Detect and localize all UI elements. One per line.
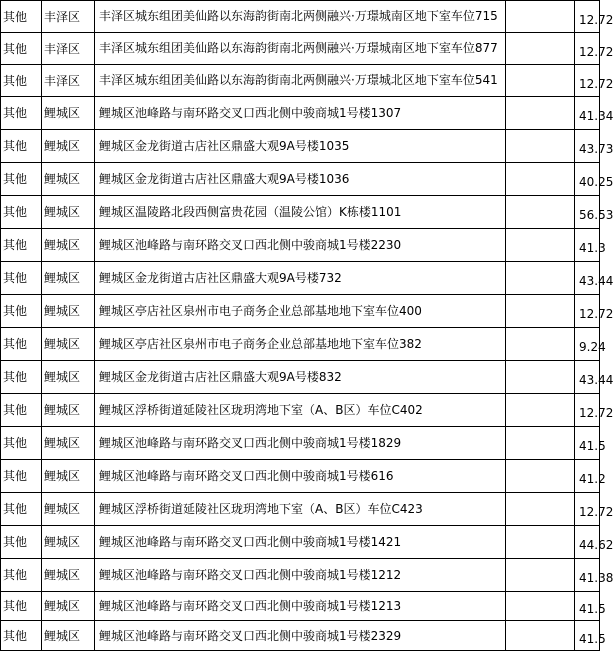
area-text: 41.5 — [579, 439, 606, 453]
area-cell — [575, 427, 606, 460]
district-text: 鲤城区 — [44, 172, 81, 186]
empty-cell — [506, 427, 575, 460]
district-cell — [42, 493, 95, 526]
empty-cell — [506, 592, 575, 621]
address-cell — [95, 65, 506, 97]
area-text: 56.53 — [579, 208, 613, 222]
address-cell — [95, 295, 506, 328]
empty-cell — [506, 559, 575, 592]
district-cell — [42, 97, 95, 130]
district-text: 鲤城区 — [44, 304, 81, 318]
address-text: 鲤城区浮桥街道延陵社区珑玥湾地下室（A、B区）车位C402 — [99, 403, 423, 417]
address-cell — [95, 621, 506, 651]
address-cell — [95, 361, 506, 394]
area-text: 12.72 — [579, 12, 613, 27]
type-cell — [1, 526, 42, 559]
area-cell — [575, 163, 613, 196]
address-text: 鲤城区金龙街道古店社区鼎盛大观9A号楼732 — [99, 271, 342, 285]
type-cell — [1, 460, 42, 493]
type-cell — [1, 621, 42, 651]
address-text: 鲤城区池峰路与南环路交叉口西北侧中骏商城1号楼2329 — [99, 628, 402, 643]
address-text: 鲤城区池峰路与南环路交叉口西北侧中骏商城1号楼1307 — [99, 106, 402, 120]
address-cell — [95, 394, 506, 427]
area-cell — [575, 394, 613, 427]
district-text: 鲤城区 — [44, 403, 81, 417]
district-text: 鲤城区 — [44, 628, 81, 643]
area-text: 41.5 — [579, 631, 606, 646]
district-text: 鲤城区 — [44, 469, 81, 483]
district-text: 鲤城区 — [44, 139, 81, 153]
table-row — [1, 97, 600, 130]
address-text: 鲤城区亭店社区泉州市电子商务企业总部基地地下室车位382 — [99, 337, 422, 351]
type-cell — [1, 361, 42, 394]
area-cell — [575, 460, 606, 493]
district-cell — [42, 621, 95, 651]
area-cell — [575, 1, 613, 33]
district-cell — [42, 1, 95, 33]
district-text: 丰泽区 — [44, 9, 81, 24]
type-cell — [1, 163, 42, 196]
empty-cell — [506, 621, 575, 651]
district-cell — [42, 460, 95, 493]
type-cell — [1, 229, 42, 262]
table-row — [1, 328, 600, 361]
area-text: 9.24 — [579, 340, 606, 354]
area-cell — [575, 526, 613, 559]
table-row — [1, 163, 600, 196]
district-text: 鲤城区 — [44, 535, 81, 549]
type-text: 其他 — [3, 337, 28, 351]
district-cell — [42, 361, 95, 394]
area-cell — [575, 33, 613, 65]
address-text: 丰泽区城东组团美仙路以东海韵街南北两侧融兴·万璟城南区地下室车位877 — [99, 40, 498, 55]
area-cell — [575, 621, 606, 651]
address-text: 鲤城区金龙街道古店社区鼎盛大观9A号楼1036 — [99, 172, 350, 186]
area-text: 44.62 — [579, 538, 613, 552]
table-row — [1, 526, 600, 559]
district-text: 鲤城区 — [44, 271, 81, 285]
empty-cell — [506, 130, 575, 163]
type-cell — [1, 427, 42, 460]
type-text: 其他 — [3, 73, 28, 88]
type-text: 其他 — [3, 9, 28, 24]
empty-cell — [506, 97, 575, 130]
table-row — [1, 460, 600, 493]
empty-cell — [506, 1, 575, 33]
district-cell — [42, 130, 95, 163]
district-text: 鲤城区 — [44, 370, 81, 384]
type-cell — [1, 97, 42, 130]
table-row — [1, 1, 600, 33]
address-cell — [95, 97, 506, 130]
type-cell — [1, 130, 42, 163]
type-text: 其他 — [3, 502, 28, 516]
area-cell — [575, 559, 613, 592]
empty-cell — [506, 493, 575, 526]
address-cell — [95, 163, 506, 196]
type-text: 其他 — [3, 41, 28, 56]
area-cell — [575, 295, 613, 328]
district-cell — [42, 559, 95, 592]
type-cell — [1, 65, 42, 97]
district-text: 丰泽区 — [44, 41, 81, 56]
address-cell — [95, 460, 506, 493]
area-cell — [575, 196, 613, 229]
table-row — [1, 621, 600, 651]
district-cell — [42, 33, 95, 65]
area-text: 12.72 — [579, 76, 613, 91]
type-cell — [1, 196, 42, 229]
area-text: 43.73 — [579, 142, 613, 156]
type-text: 其他 — [3, 469, 28, 483]
empty-cell — [506, 361, 575, 394]
type-cell — [1, 262, 42, 295]
type-cell — [1, 1, 42, 33]
table-row — [1, 361, 600, 394]
empty-cell — [506, 328, 575, 361]
empty-cell — [506, 460, 575, 493]
address-cell — [95, 592, 506, 621]
empty-cell — [506, 33, 575, 65]
district-text: 鲤城区 — [44, 436, 81, 450]
table-row — [1, 130, 600, 163]
district-text: 丰泽区 — [44, 73, 81, 88]
address-text: 鲤城区池峰路与南环路交叉口西北侧中骏商城1号楼1212 — [99, 568, 402, 582]
district-text: 鲤城区 — [44, 106, 81, 120]
empty-cell — [506, 229, 575, 262]
area-text: 41.2 — [579, 472, 606, 486]
district-cell — [42, 394, 95, 427]
type-cell — [1, 295, 42, 328]
address-text: 鲤城区浮桥街道延陵社区珑玥湾地下室（A、B区）车位C423 — [99, 502, 423, 516]
district-cell — [42, 427, 95, 460]
area-text: 41.38 — [579, 571, 613, 585]
address-cell — [95, 229, 506, 262]
table-row — [1, 33, 600, 65]
address-text: 鲤城区温陵路北段西侧富贵花园（温陵公馆）K栋楼1101 — [99, 205, 402, 219]
address-text: 鲤城区亭店社区泉州市电子商务企业总部基地地下室车位400 — [99, 304, 422, 318]
type-text: 其他 — [3, 568, 28, 582]
area-cell — [575, 130, 613, 163]
empty-cell — [506, 65, 575, 97]
type-cell — [1, 394, 42, 427]
type-text: 其他 — [3, 304, 28, 318]
area-text: 12.72 — [579, 406, 613, 420]
district-cell — [42, 592, 95, 621]
type-text: 其他 — [3, 436, 28, 450]
area-text: 41.34 — [579, 109, 613, 123]
area-text: 43.44 — [579, 373, 613, 387]
type-text: 其他 — [3, 172, 28, 186]
district-text: 鲤城区 — [44, 337, 81, 351]
type-text: 其他 — [3, 599, 28, 613]
type-text: 其他 — [3, 139, 28, 153]
district-text: 鲤城区 — [44, 205, 81, 219]
area-cell — [575, 65, 613, 97]
type-cell — [1, 493, 42, 526]
district-cell — [42, 262, 95, 295]
area-text: 41.5 — [579, 602, 606, 616]
district-cell — [42, 295, 95, 328]
address-cell — [95, 130, 506, 163]
table-row — [1, 592, 600, 621]
type-text: 其他 — [3, 370, 28, 384]
district-cell — [42, 196, 95, 229]
type-cell — [1, 559, 42, 592]
address-cell — [95, 328, 506, 361]
table-row — [1, 65, 600, 97]
table-row — [1, 262, 600, 295]
empty-cell — [506, 526, 575, 559]
address-text: 鲤城区池峰路与南环路交叉口西北侧中骏商城1号楼616 — [99, 469, 394, 483]
address-text: 鲤城区池峰路与南环路交叉口西北侧中骏商城1号楼1213 — [99, 599, 402, 613]
address-text: 丰泽区城东组团美仙路以东海韵街南北两侧融兴·万璟城北区地下室车位541 — [99, 72, 498, 87]
address-cell — [95, 262, 506, 295]
address-text: 鲤城区池峰路与南环路交叉口西北侧中骏商城1号楼1829 — [99, 436, 402, 450]
address-cell — [95, 526, 506, 559]
type-text: 其他 — [3, 238, 28, 252]
address-text: 丰泽区城东组团美仙路以东海韵街南北两侧融兴·万璟城南区地下室车位715 — [99, 8, 498, 23]
area-text: 12.72 — [579, 44, 613, 59]
area-cell — [575, 592, 606, 621]
type-cell — [1, 592, 42, 621]
type-text: 其他 — [3, 628, 28, 643]
district-text: 鲤城区 — [44, 238, 81, 252]
area-cell — [575, 97, 613, 130]
area-cell — [575, 229, 606, 262]
address-text: 鲤城区金龙街道古店社区鼎盛大观9A号楼1035 — [99, 139, 350, 153]
table-row — [1, 559, 600, 592]
address-cell — [95, 427, 506, 460]
empty-cell — [506, 394, 575, 427]
address-cell — [95, 196, 506, 229]
table-row — [1, 394, 600, 427]
table-row — [1, 427, 600, 460]
address-cell — [95, 493, 506, 526]
district-cell — [42, 328, 95, 361]
district-text: 鲤城区 — [44, 599, 81, 613]
area-text: 43.44 — [579, 274, 613, 288]
empty-cell — [506, 196, 575, 229]
district-text: 鲤城区 — [44, 568, 81, 582]
type-text: 其他 — [3, 271, 28, 285]
district-cell — [42, 65, 95, 97]
address-text: 鲤城区金龙街道古店社区鼎盛大观9A号楼832 — [99, 370, 342, 384]
area-text: 41.3 — [579, 241, 606, 255]
area-cell — [575, 328, 606, 361]
area-text: 12.72 — [579, 505, 613, 519]
table-row — [1, 493, 600, 526]
address-text: 鲤城区池峰路与南环路交叉口西北侧中骏商城1号楼1421 — [99, 535, 402, 549]
table-row — [1, 196, 600, 229]
district-cell — [42, 163, 95, 196]
district-text: 鲤城区 — [44, 502, 81, 516]
area-text: 40.25 — [579, 175, 613, 189]
table-row — [1, 295, 600, 328]
district-cell — [42, 229, 95, 262]
area-cell — [575, 493, 613, 526]
address-cell — [95, 33, 506, 65]
type-cell — [1, 33, 42, 65]
address-cell — [95, 559, 506, 592]
empty-cell — [506, 295, 575, 328]
district-cell — [42, 526, 95, 559]
type-text: 其他 — [3, 535, 28, 549]
area-cell — [575, 262, 613, 295]
type-text: 其他 — [3, 205, 28, 219]
type-text: 其他 — [3, 106, 28, 120]
type-text: 其他 — [3, 403, 28, 417]
address-text: 鲤城区池峰路与南环路交叉口西北侧中骏商城1号楼2230 — [99, 238, 402, 252]
empty-cell — [506, 163, 575, 196]
area-text: 12.72 — [579, 307, 613, 321]
table-row — [1, 229, 600, 262]
empty-cell — [506, 262, 575, 295]
type-cell — [1, 328, 42, 361]
address-cell — [95, 1, 506, 33]
area-cell — [575, 361, 613, 394]
